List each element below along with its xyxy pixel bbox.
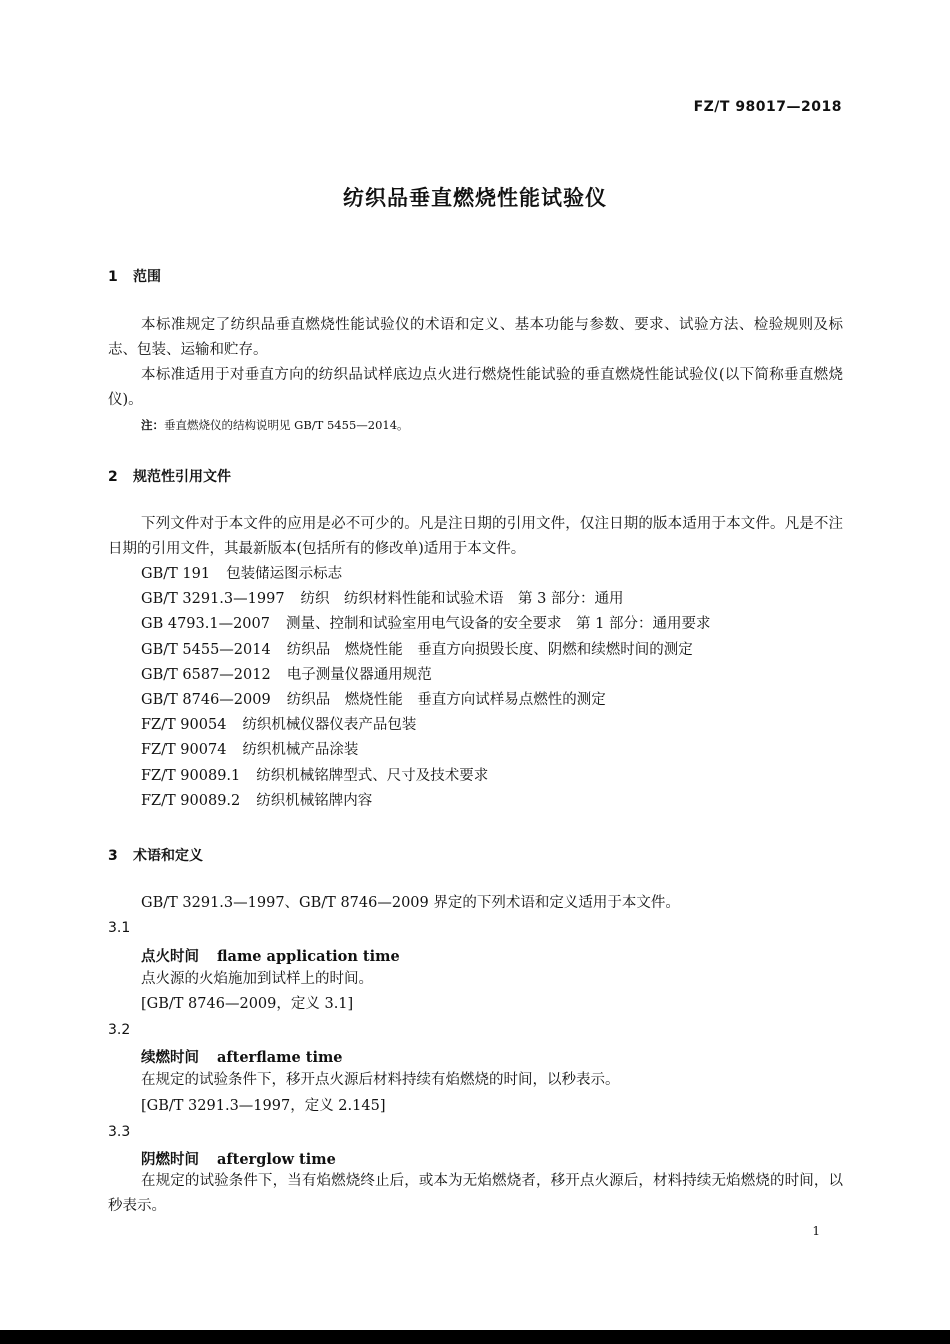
term-source: [GB/T 3291.3—1997，定义 2.145]: [141, 1098, 386, 1114]
reference-list: [141, 562, 710, 814]
reference-code: GB/T 191: [141, 566, 211, 582]
term-definition: 点火源的火焰施加到试样上的时间。: [141, 971, 373, 987]
section-title: 范围: [133, 269, 161, 285]
scope-paragraph-2: 本标准适用于对垂直方向的纺织品试样底边点火进行燃烧性能试验的垂直燃烧性能试验仪(以下简称垂直燃烧仪)。: [108, 367, 843, 408]
term-definition: 在规定的试验条件下，移开点火源后材料持续有焰燃烧的时间，以秒表示。: [141, 1072, 620, 1088]
term-en: afterglow time: [217, 1151, 336, 1168]
reference-title: 包装储运图示标志: [226, 566, 343, 582]
scope-paragraph-1: 本标准规定了纺织品垂直燃烧性能试验仪的术语和定义、基本功能与参数、要求、试验方法、检验规则及标志、包装、运输和贮存。: [108, 317, 843, 358]
scope-note: [141, 416, 409, 434]
term-heading: [141, 1046, 343, 1067]
reference-code: GB/T 6587—2012: [141, 666, 271, 683]
page-number: 1: [812, 1224, 820, 1238]
reference-code: FZ/T 90089.1: [141, 767, 241, 784]
reference-code: FZ/T 90089.2: [141, 792, 241, 809]
list-item: [141, 713, 710, 738]
section-title: 术语和定义: [133, 848, 203, 864]
term-source: [GB/T 8746—2009，定义 3.1]: [141, 996, 354, 1012]
section-1-heading: [108, 266, 161, 286]
term-definition: 在规定的试验条件下，当有焰燃烧终止后，或本为无焰燃烧者，移开点火源后，材料持续无焰燃烧的时间，以秒表示。: [108, 1173, 843, 1214]
reference-title: 纺织机械产品涂装: [242, 742, 359, 759]
list-item: [141, 663, 710, 688]
reference-code: GB/T 5455—2014: [141, 641, 271, 658]
list-item: [141, 789, 710, 814]
section-2-heading: [108, 466, 231, 486]
list-item: [141, 638, 710, 663]
list-item: [141, 688, 710, 713]
term-number: 3.1: [108, 920, 131, 936]
reference-code: GB/T 3291.3—1997: [141, 591, 285, 608]
section-title: 规范性引用文件: [133, 469, 231, 485]
references-intro: 下列文件对于本文件的应用是必不可少的。凡是注日期的引用文件，仅注日期的版本适用于本文件。凡是不注日期的引用文件，其最新版本(包括所有的修改单)适用于本文件。: [108, 516, 843, 557]
term-heading: [141, 945, 400, 966]
note-text: 垂直燃烧仪的结构说明见 GB/T 5455—2014。: [164, 418, 409, 432]
term-heading: [141, 1148, 336, 1169]
term-en: flame application time: [217, 948, 400, 965]
reference-code: GB 4793.1—2007: [141, 616, 270, 633]
page-bottom-bar: [0, 1330, 950, 1344]
standard-code: FZ/T 98017—2018: [693, 99, 842, 115]
list-item: [141, 764, 710, 789]
reference-title: 纺织机械铭牌内容: [256, 792, 373, 809]
list-item: [141, 738, 710, 763]
list-item: [141, 612, 710, 637]
document-title: 纺织品垂直燃烧性能试验仪: [343, 186, 607, 210]
reference-title: 电子测量仪器通用规范: [286, 666, 432, 683]
term-number: 3.2: [108, 1022, 131, 1038]
term-number: 3.3: [108, 1124, 131, 1140]
term-zh: 点火时间: [141, 949, 199, 965]
reference-title: 纺织机械仪器仪表产品包装: [242, 717, 417, 734]
reference-title: 纺织品 燃烧性能 垂直方向损毁长度、阴燃和续燃时间的测定: [286, 641, 693, 658]
term-zh: 阴燃时间: [141, 1152, 199, 1168]
terms-intro: GB/T 3291.3—1997、GB/T 8746—2009 界定的下列术语和定义适用于本文件。: [141, 895, 680, 911]
reference-code: GB/T 8746—2009: [141, 692, 271, 709]
reference-title: 纺织品 燃烧性能 垂直方向试样易点燃性的测定: [286, 692, 606, 709]
section-number: 1: [108, 269, 118, 285]
reference-title: 纺织 纺织材料性能和试验术语 第 3 部分：通用: [300, 591, 624, 608]
term-zh: 续燃时间: [141, 1050, 199, 1066]
reference-title: 纺织机械铭牌型式、尺寸及技术要求: [256, 767, 489, 784]
section-3-heading: [108, 845, 203, 865]
reference-title: 测量、控制和试验室用电气设备的安全要求 第 1 部分：通用要求: [286, 616, 711, 633]
section-number: 3: [108, 848, 118, 864]
section-number: 2: [108, 469, 118, 485]
reference-code: FZ/T 90054: [141, 717, 227, 734]
term-en: afterflame time: [217, 1049, 343, 1066]
reference-code: FZ/T 90074: [141, 742, 227, 759]
note-label: 注：: [141, 418, 164, 432]
list-item: [141, 562, 710, 587]
list-item: [141, 587, 710, 612]
